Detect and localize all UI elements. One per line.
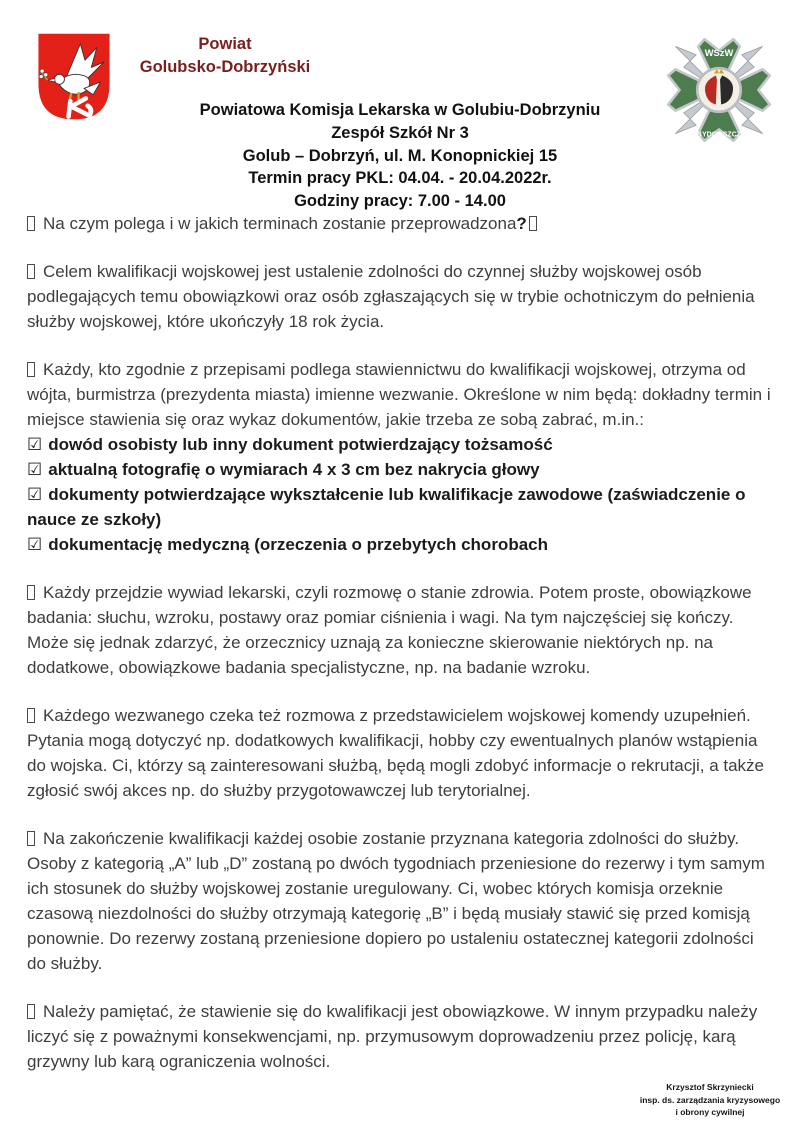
header-address: Golub – Dobrzyń, ul. M. Konopnickiej 15 [242,146,558,165]
org-title-line2: Golubsko-Dobrzyński [139,58,311,76]
header-school: Zespół Szkół Nr 3 [331,123,469,142]
missing-glyph-box-icon [27,585,35,600]
badge-top-label: WSzW [704,47,734,58]
paragraph-obligation-text: Należy pamiętać, że stawienie się do kwalifikacji jest obowiązkowe. W innym przypadku należy liczyć się z poważnymi konsekwencjami, np. przymusowym doprowadzeniu przez policję, karą grzywny lub karą ograniczenia wolności. [27,1002,758,1071]
checked-box-icon: ☑ [27,485,43,504]
signature-name: Krzysztof Skrzyniecki [666,1082,754,1092]
paragraph-category [27,826,775,976]
body-text [27,211,775,1097]
missing-glyph-box-icon [27,1004,35,1019]
checklist-item-photo [27,457,775,482]
paragraph-examination [27,580,775,680]
org-title [90,33,360,79]
paragraph-category-text: Na zakończenie kwalifikacji każdej osobie zostanie przyznana kategoria zdolności do służby. Osoby z kategorią „A” lub „D” zostaną po dwóch tygodniach przeniesione do rezerwy i tym samym ich stosunek do służby wojskowej zostanie uregulowany. Ci, wobec których komisja orzeknie czasową niezdolności do służby otrzymają kategorię „B” i będą musiały stawić się przed komisją ponownie. Do rezerwy zostaną przeniesione dopiero po ustaleniu ostatecznej kategorii zdolności do służby. [27,829,765,973]
header-hours: Godziny pracy: 7.00 - 14.00 [294,192,506,211]
checklist-item-id [27,432,775,457]
signature-role-line2: i obrony cywilnej [675,1107,745,1117]
missing-glyph-box-icon [27,708,35,723]
checklist-item-medical [27,532,775,557]
paragraph-goal [27,259,775,334]
question-text: Na czym polega i w jakich terminach zostanie przeprowadzona [43,214,517,233]
documents-checklist [27,432,775,557]
header-term: Termin pracy PKL: 04.04. - 20.04.2022r. [248,169,552,188]
paragraph-interview [27,703,775,803]
paragraph-interview-text: Każdego wezwanego czeka też rozmowa z przedstawicielem wojskowej komendy uzupełnień. Pytania mogą dotyczyć np. dodatkowych kwalifikacji, hobby czy ewentualnych planów wstąpienia do wojska. Ci, którzy są zainteresowani służbą, będą mogli zdobyć informacje o rekrutacji, a także zgłosić swój akces np. do służby przygotowawczej lub terytorialnej. [27,706,765,800]
checklist-item-text: dokumentację medyczną (orzeczenia o przebytych chorobach [48,535,548,554]
paragraph-obligation [27,999,775,1074]
paragraph-summons-text: Każdy, kto zgodnie z przepisami podlega stawiennictwu do kwalifikacji wojskowej, otrzyma od wójta, burmistrza (prezydenta miasta) imienne wezwanie. Określone w nim będą: dokładny termin i miejsce stawienia się oraz wykaz dokumentów, jakie trzeba ze sobą zabrać, m.in.: [27,360,771,429]
checked-box-icon: ☑ [27,460,43,479]
checked-box-icon: ☑ [27,535,43,554]
question-mark: ? [516,214,527,233]
missing-glyph-box-icon [27,264,35,279]
missing-glyph-box-icon [27,362,35,377]
paragraph-question [27,211,775,236]
org-title-line1: Powiat [198,35,252,53]
document-header [0,99,800,213]
checklist-item-education [27,482,775,532]
paragraph-examination-text: Każdy przejdzie wywiad lekarski, czyli rozmowę o stanie zdrowia. Potem proste, obowiązkowe badania: słuchu, wzroku, postawy oraz pomiar ciśnienia i wagi. Na tym najczęściej się kończy. Może się jednak zdarzyć, że orzecznicy uznają za konieczne skierowanie niektórych np. na dodatkowe, obowiązkowe badania specjalistyczne, np. na badanie wzroku. [27,583,752,677]
paragraph-goal-text: Celem kwalifikacji wojskowej jest ustalenie zdolności do czynnej służby wojskowej osób podlegających temu obowiązkowi oraz osób zgłaszających się w trybie ochotniczym do pełnienia służby wojskowej, które ukończyły 18 rok życia. [27,262,755,331]
missing-glyph-box-icon [529,216,537,231]
signature-role-line1: insp. ds. zarządzania kryzysowego [639,1094,781,1105]
badge-bottom-label: BYDGOSZCZ [696,131,742,139]
header-commission: Powiatowa Komisja Lekarska w Golubiu-Dobrzyniu [199,101,601,119]
paragraph-summons [27,357,775,432]
checklist-item-text: dowód osobisty lub inny dokument potwierdzający tożsamość [48,435,553,454]
checked-box-icon: ☑ [27,435,43,454]
checklist-item-text: dokumenty potwierdzające wykształcenie lub kwalifikacje zawodowe (zaświadczenie o nauce ze szkoły) [27,485,746,529]
missing-glyph-box-icon [27,831,35,846]
missing-glyph-box-icon [27,216,35,231]
signature-block [615,1081,800,1119]
checklist-item-text: aktualną fotografię o wymiarach 4 x 3 cm bez nakrycia głowy [48,460,540,479]
